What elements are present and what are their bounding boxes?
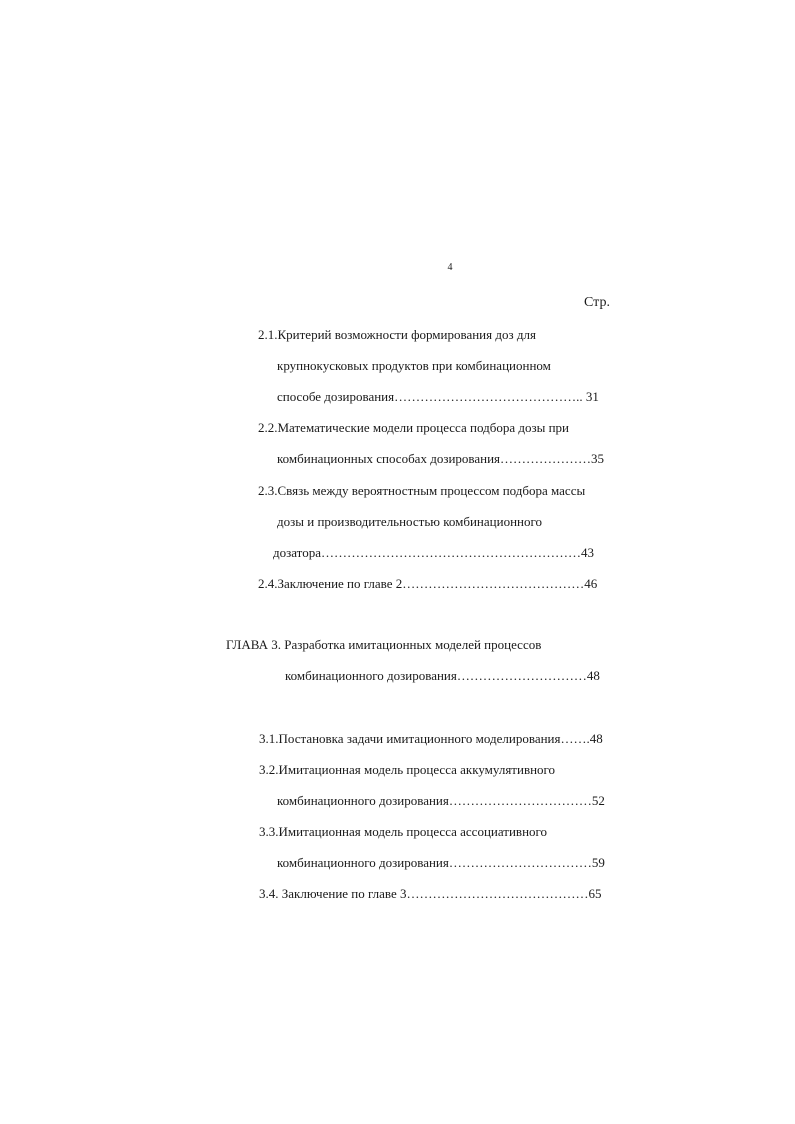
toc-entry-3-3-line2: комбинационного дозирования……………………………59 [277,855,605,870]
toc-entry-2-2-line1: 2.2.Математические модели процесса подбора дозы при [258,420,569,435]
toc-entry-3-1: 3.1.Постановка задачи имитационного моделирования…….48 [259,731,603,746]
toc-entry-2-3-line2: дозы и производительностью комбинационного [277,514,542,529]
toc-entry-2-2-line2: комбинационных способах дозирования…………………35 [277,451,605,466]
toc-entry-3-3-line1: 3.3.Имитационная модель процесса ассоциативного [259,824,548,839]
toc-entry-2-4: 2.4.Заключение по главе 2……………………………………46 [258,576,598,591]
toc-chapter-3-line2: комбинационного дозирования…………………………48 [285,668,600,683]
toc-entry-2-1-line2: крупнокусковых продуктов при комбинационном [277,358,551,373]
toc-entry-3-4: 3.4. Заключение по главе 3……………………………………65 [259,886,602,901]
toc-entry-3-2-line2: комбинационного дозирования……………………………52 [277,793,605,808]
toc-entry-2-1-line3: способе дозирования…………………………………….. 31 [277,389,599,404]
toc-entry-2-3-line3: дозатора……………………………………………………43 [273,545,594,560]
toc-entry-3-2-line1: 3.2.Имитационная модель процесса аккумулятивного [259,762,556,777]
page-column-header: Стр. [584,295,610,310]
toc-chapter-3-line1: ГЛАВА 3. Разработка имитационных моделей процессов [226,637,542,652]
toc-entry-2-3-line1: 2.3.Связь между вероятностным процессом подбора массы [258,483,586,498]
toc-entry-2-1-line1: 2.1.Критерий возможности формирования доз для [258,327,536,342]
page-number: 4 [447,262,453,273]
